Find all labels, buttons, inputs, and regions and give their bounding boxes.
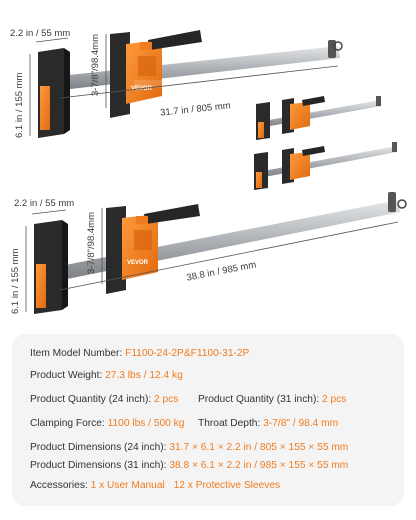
clamp-bottom-end-stop bbox=[388, 192, 396, 212]
spec-weight-label: Product Weight: bbox=[30, 370, 103, 381]
spec-panel bbox=[12, 334, 404, 506]
clamp-small-b bbox=[254, 142, 397, 190]
spec-weight-value: 27.3 lbs / 12.4 kg bbox=[105, 370, 183, 381]
dim-bottom-jaw-width: 2.2 in / 55 mm bbox=[14, 198, 75, 209]
spec-model-value: F1100-24-2P&F1100-31-2P bbox=[125, 348, 250, 359]
dim-bottom-throat-depth: 3-7/8"/98.4mm bbox=[86, 212, 97, 274]
dim-bottom-jaw-height: 6.1 in / 155 mm bbox=[10, 248, 21, 314]
spec-qty31 bbox=[198, 394, 346, 405]
dim-top-length: 31.7 in / 805 mm bbox=[159, 100, 232, 119]
dim-top-throat-depth: 3-7/8"/98.4mm bbox=[90, 34, 101, 96]
spec-throat bbox=[198, 418, 338, 429]
spec-accessories-value-2: 12 x Protective Sleeves bbox=[173, 480, 281, 491]
spec-accessories bbox=[30, 480, 280, 491]
spec-dim31-value: 38.8 × 6.1 × 2.2 in / 985 × 155 × 55 mm bbox=[169, 460, 349, 471]
spec-dim24 bbox=[30, 442, 348, 453]
brand-logo-bottom: VEVOR bbox=[127, 260, 149, 266]
spec-accessories-value-1: 1 x User Manual bbox=[90, 480, 165, 491]
spec-weight bbox=[30, 370, 183, 381]
spec-qty31-value: 2 pcs bbox=[322, 394, 347, 405]
clamp-small-a bbox=[256, 96, 381, 140]
spec-model-label: Item Model Number: bbox=[30, 348, 123, 359]
spec-accessories-label: Accessories: bbox=[30, 480, 88, 491]
spec-force-label: Clamping Force: bbox=[30, 418, 105, 429]
dim-bottom-length: 38.8 in / 985 mm bbox=[185, 259, 258, 284]
clamp-top-handle bbox=[148, 30, 202, 50]
spec-force bbox=[30, 418, 184, 429]
spec-dim31 bbox=[30, 460, 348, 471]
brand-logo-top: VEVOR bbox=[131, 86, 153, 92]
spec-dim24-value: 31.7 × 6.1 × 2.2 in / 805 × 155 × 55 mm bbox=[169, 442, 349, 453]
spec-dim24-label: Product Dimensions (24 inch): bbox=[30, 442, 167, 453]
spec-force-value: 1100 lbs / 500 kg bbox=[107, 418, 185, 429]
spec-throat-label: Throat Depth: bbox=[198, 418, 261, 429]
clamp-top-bar bbox=[60, 46, 340, 90]
spec-dim31-label: Product Dimensions (31 inch): bbox=[30, 460, 167, 471]
spec-qty24-label: Product Quantity (24 inch): bbox=[30, 394, 152, 405]
spec-throat-value: 3-7/8" / 98.4 mm bbox=[263, 418, 339, 429]
spec-qty24-value: 2 pcs bbox=[154, 394, 179, 405]
clamp-bottom-handle bbox=[144, 204, 200, 224]
spec-qty31-label: Product Quantity (31 inch): bbox=[198, 394, 320, 405]
spec-model bbox=[30, 348, 249, 359]
dim-top-jaw-width: 2.2 in / 55 mm bbox=[10, 28, 71, 39]
dim-top-jaw-height: 6.1 in / 155 mm bbox=[14, 72, 25, 138]
spec-qty24 bbox=[30, 394, 178, 405]
